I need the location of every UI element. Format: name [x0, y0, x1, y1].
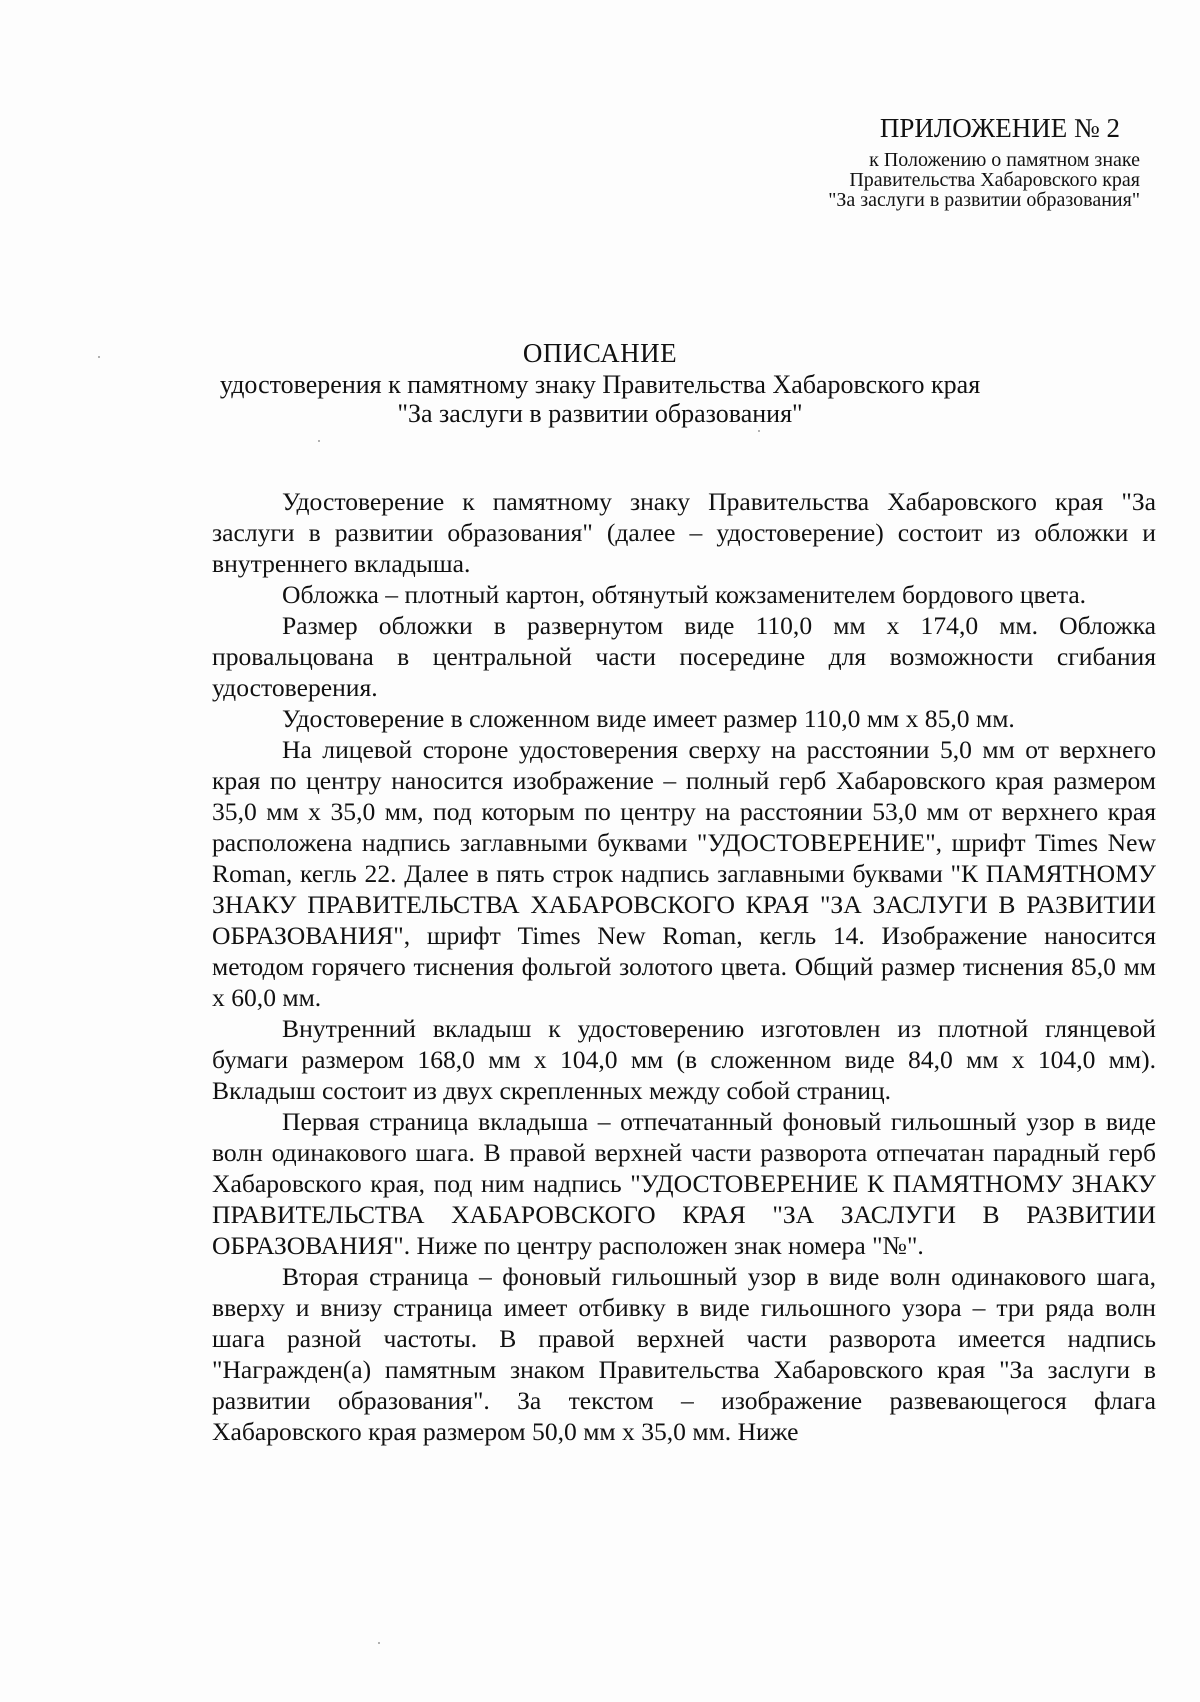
paragraph-5: На лицевой стороне удостоверения сверху на расстоянии 5,0 мм от верхнего края по центру наносится изображение – полный герб Хабаровского края размером 35,0 мм х 35,0 мм, под которым по центру на расстоянии 53,0 мм от верхнего края расположена надпись заглавными буквами "УДОСТОВЕРЕНИЕ", шрифт Times New Roman, кегль 22. Далее в пять строк надпись заглавными буквами "К ПАМЯТНОМУ ЗНАКУ ПРАВИТЕЛЬСТВА ХАБАРОВСКОГО КРАЯ "ЗА ЗАСЛУГИ В РАЗВИТИИ ОБРАЗОВАНИЯ", шрифт Times New Roman, кегль 14. Изображение наносится методом горячего тиснения фольгой золотого цвета. Общий размер тиснения 85,0 мм х 60,0 мм.: [212, 735, 1156, 1012]
paragraph-2: Обложка – плотный картон, обтянутый кожзаменителем бордового цвета.: [282, 580, 1087, 609]
scan-speck: [378, 1642, 380, 1644]
paragraph-6: Внутренний вкладыш к удостоверению изготовлен из плотной глянцевой бумаги размером 168,0 мм х 104,0 мм (в сложенном виде 84,0 мм х 104,0 мм). Вкладыш состоит из двух скрепленных между собой страниц.: [212, 1014, 1156, 1105]
document-title-block: [0, 336, 1200, 428]
appendix-reference: к Положению о памятном знаке Правительства Хабаровского края "За заслуги в развитии образования": [828, 149, 1140, 211]
scan-speck: [758, 430, 760, 432]
document-subtitle: удостоверения к памятному знаку Правительства Хабаровского края "За заслуги в развитии образования": [219, 370, 981, 428]
paragraph-4: Удостоверение в сложенном виде имеет размер 110,0 мм х 85,0 мм.: [282, 704, 1015, 733]
scan-speck: [98, 356, 100, 358]
paragraph-3: Размер обложки в развернутом виде 110,0 мм х 174,0 мм. Обложка провальцована в центральной части посередине для возможности сгибания удостоверения.: [212, 611, 1156, 702]
scan-speck: [318, 440, 320, 442]
document-title: ОПИСАНИЕ: [522, 338, 678, 368]
paragraph-1: Удостоверение к памятному знаку Правительства Хабаровского края "За заслуги в развитии образования" (далее – удостоверение) состоит из обложки и внутреннего вкладыша.: [212, 487, 1156, 578]
appendix-header: [720, 112, 1140, 210]
document-body: [212, 486, 1156, 1447]
paragraph-8: Вторая страница – фоновый гильошный узор в виде волн одинакового шага, вверху и внизу страница имеет отбивку в виде гильошного узора – три ряда волн шага разной частоты. В правой верхней части разворота имеется надпись "Награжден(а) памятным знаком Правительства Хабаровского края "За заслуги в развитии образования". За текстом – изображение развевающегося флага Хабаровского края размером 50,0 мм х 35,0 мм. Ниже: [212, 1262, 1156, 1446]
paragraph-7: Первая страница вкладыша – отпечатанный фоновый гильошный узор в виде волн одинакового шага. В правой верхней части разворота отпечатан парадный герб Хабаровского края, под ним надпись "УДОСТОВЕРЕНИЕ К ПАМЯТНОМУ ЗНАКУ ПРАВИТЕЛЬСТВА ХАБАРОВСКОГО КРАЯ "ЗА ЗАСЛУГИ В РАЗВИТИИ ОБРАЗОВАНИЯ". Ниже по центру расположен знак номера "№".: [212, 1107, 1156, 1260]
appendix-number: ПРИЛОЖЕНИЕ № 2: [879, 113, 1120, 143]
